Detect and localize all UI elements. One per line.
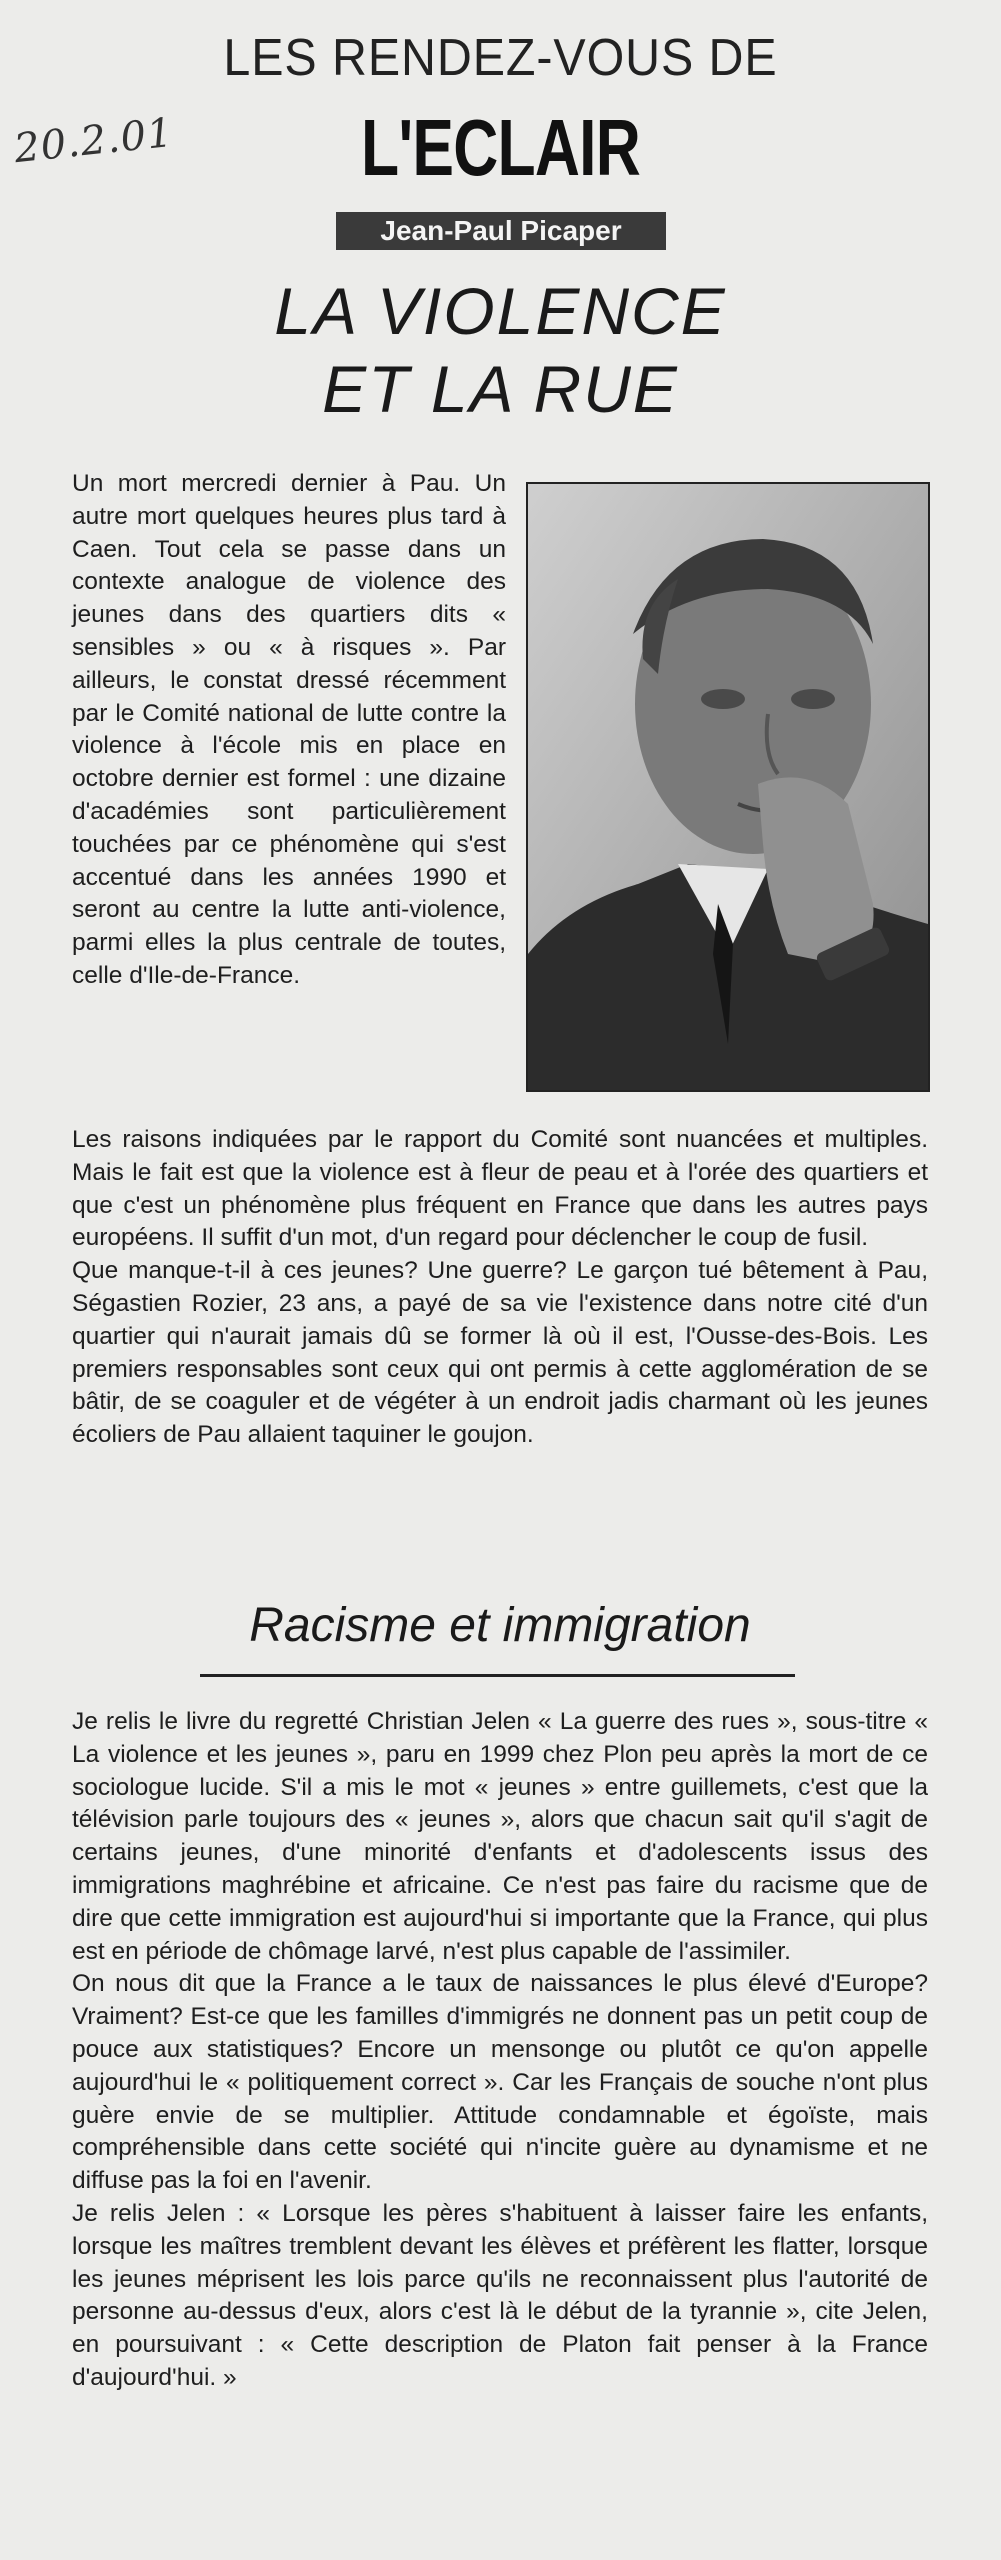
headline-line-1: LA VIOLENCE: [274, 274, 727, 348]
portrait-photo: [526, 482, 930, 1092]
section-subhead: Racisme et immigration: [249, 1599, 751, 1652]
paragraph-1: Un mort mercredi dernier à Pau. Un autre mort quelques heures plus tard à Caen. Tout cela se passe dans un contexte analogue de violence des jeunes dans des quartiers dits « sensibles » ou « à risques ». Par ailleurs, le constat dressé récemment par le Comité national de lutte contre la violence à l'école mis en place en octobre dernier est formel : une dizaine d'académies sont particulièrement touchées par ce phénomène qui s'est accentué dans les années 1990 et seront au centre la lutte anti-violence, parmi elles la plus centrale de toutes, celle d'Ile-de-France.: [72, 470, 506, 989]
paragraph-block-2: [72, 1706, 928, 2395]
paragraph-6: Je relis Jelen : « Lorsque les pères s'habituent à laisser faire les enfants, lorsque les maîtres tremblent devant les élèves et préfèrent les flatter, lorsque les jeunes méprisent les lois parce qu'ils ne reconnaissent plus l'autorité de personne au-dessus d'eux, alors c'est là le début de la tyrannie », cite Jelen, en poursuivant : « Cette description de Platon fait penser à la France d'aujourd'hui. »: [72, 2199, 928, 2391]
portrait-illustration: [528, 484, 928, 1090]
handwritten-date: 20.2.01: [12, 109, 176, 173]
subhead-underline: [200, 1674, 795, 1677]
author-byline: Jean-Paul Picaper: [336, 212, 666, 250]
paragraph-2: Les raisons indiquées par le rapport du Comité sont nuancées et multiples. Mais le fait est que la violence est à fleur de peau et à l'orée des quartiers et que c'est un phénomène plus fréquent en France que dans les autres pays européens. Il suffit d'un mot, d'un regard pour déclencher le coup de fusil.: [72, 1126, 928, 1252]
paragraph-3: Que manque-t-il à ces jeunes? Une guerre? Le garçon tué bêtement à Pau, Ségastien Rozier, 23 ans, a payé de sa vie l'existence dans notre cité d'un quartier qui n'aurait jamais dû se former là où il est, l'Ousse-des-Bois. Les premiers responsables sont ceux qui ont permis à cette agglomération de se bâtir, de se coaguler et de végéter à un endroit jadis charmant où les jeunes écoliers de Pau allaient taquiner le goujon.: [72, 1257, 928, 1449]
paragraph-5: On nous dit que la France a le taux de naissances le plus élevé d'Europe? Vraiment? Est-ce que les familles d'immigrés ne donnent pas un petit coup de pouce aux statistiques? Encore un mensonge ou plutôt ce qu'on appelle aujourd'hui le « politiquement correct ». Car les Français de souche n'ont plus guère envie de se multiplier. Attitude condamnable et égoïste, mais compréhensible dans cette société qui n'incite guère au dynamisme et ne diffuse pas la foi en l'avenir.: [72, 1970, 928, 2195]
paragraph-4: Je relis le livre du regretté Christian Jelen « La guerre des rues », sous-titre « La violence et les jeunes », paru en 1999 chez Plon peu après la mort de ce sociologue lucide. S'il a mis le mot « jeunes » entre guillemets, c'est que la télévision parle toujours des « jeunes », alors que chacun sait qu'il s'agit de certains jeunes, d'une minorité d'enfants et d'adolescents issus des immigrations maghrébine et africaine. Ce n'est pas faire du racisme que de dire que cette immigration est aujourd'hui si importante que la France, qui plus est en période de chômage larvé, n'est plus capable de l'assimiler.: [72, 1708, 928, 1965]
masthead-top: LES RENDEZ-VOUS DE: [223, 29, 778, 87]
headline-line-2: ET LA RUE: [322, 352, 679, 426]
lead-paragraph: [72, 468, 506, 993]
masthead-brand: L'ECLAIR: [361, 103, 640, 192]
article-headline: [0, 272, 1001, 428]
paragraph-block-1: [72, 1124, 928, 1452]
